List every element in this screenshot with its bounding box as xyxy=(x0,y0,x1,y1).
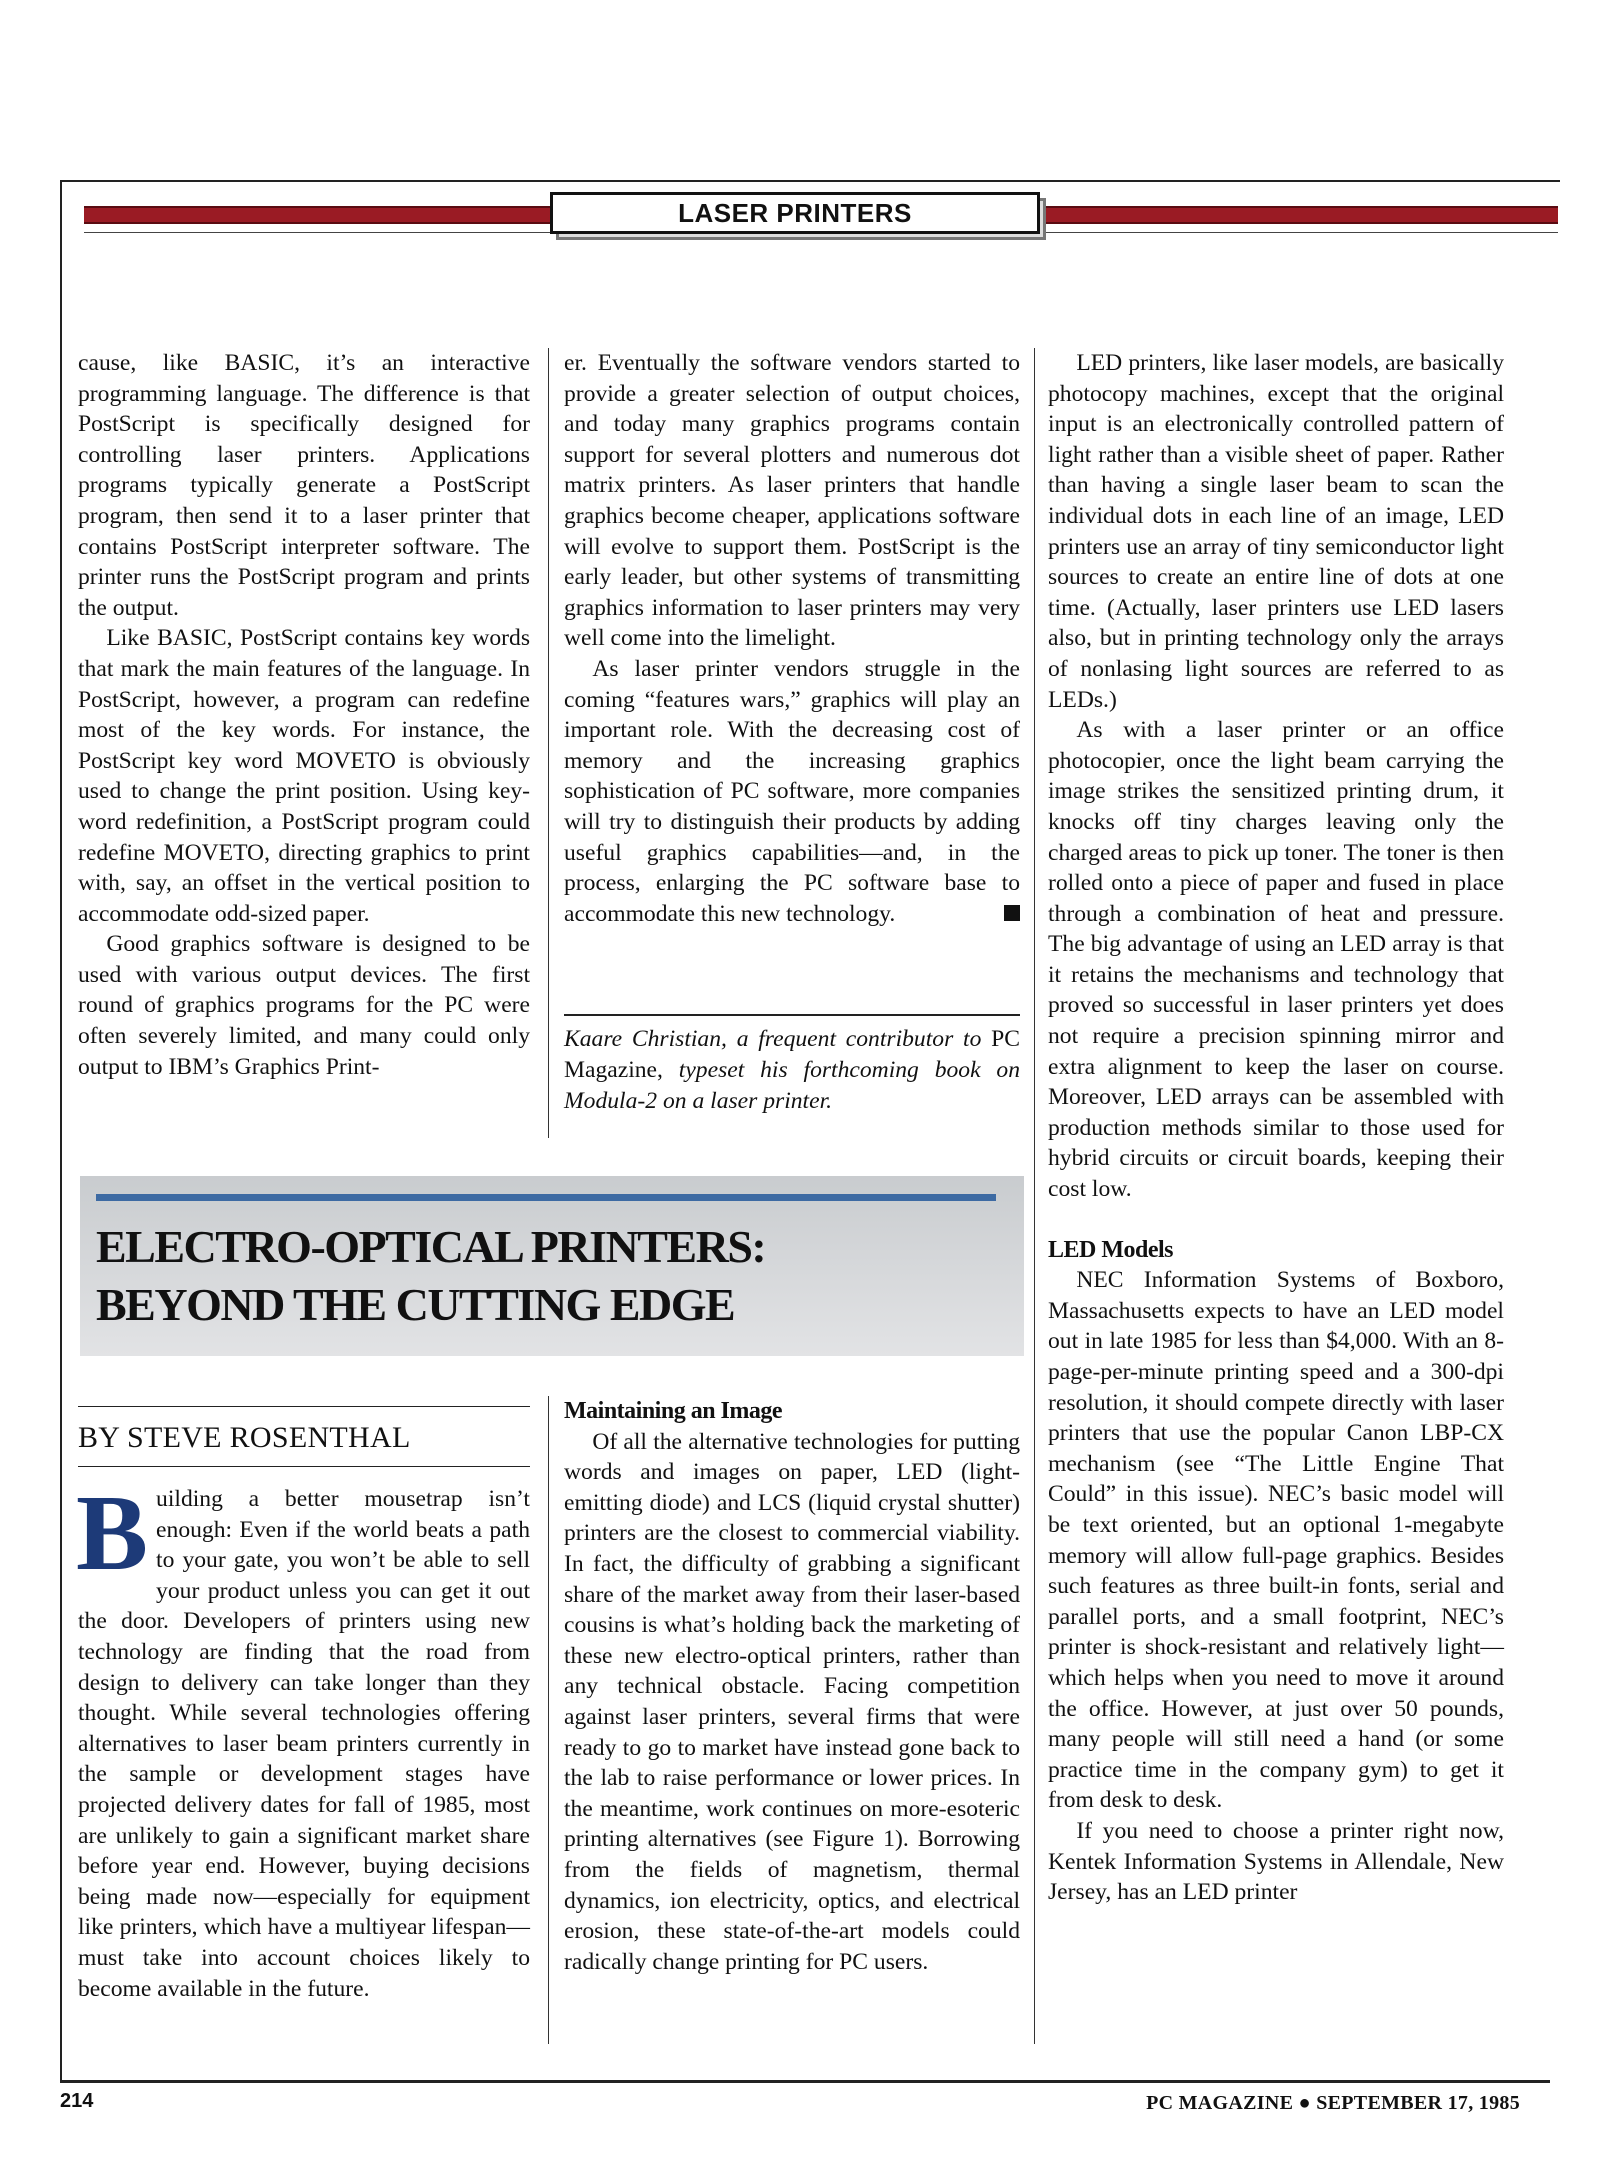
header-bar-right xyxy=(1040,206,1558,224)
drop-cap: B xyxy=(76,1474,149,1593)
column-divider xyxy=(548,348,549,1138)
title-line-1: ELECTRO-OPTICAL PRINTERS: xyxy=(96,1221,766,1272)
paragraph: Good graphics software is designed to be used with various output devices. The first round of graphics programs for the PC were often severely limited, and many could only output to IBM’s Graphics Print- xyxy=(78,931,530,1080)
paragraph: LED printers, like laser models, are basically photocopy machines, except that the original input is an electronically controlled pattern of light rather than a visible sheet of paper. Rather than having a single laser beam to scan the individual dots in each line of an image, LED printers use an array of tiny semiconductor light sources to create an entire line of dots at one time. (Actually, laser printers use LED lasers also, but in printing technology only the arrays of nonlasing light sources are referred to as LEDs.) xyxy=(1048,350,1504,713)
paragraph: Of all the alternative technologies for putting words and images on paper, LED (light-emitting diode) and LCS (liquid crystal shutter) printers are the closest to commercial viability. In fact, the difficulty of grabbing a significant share of the market away from their laser-based cousins is what’s holding back the marketing of these new electro-optical printers, rather than any technical obstacle. Facing competition against laser printers, several firms that were ready to go to market have instead gone back to the lab to raise performance or lower prices. In the meantime, work continues on more-esoteric printing alternatives (see Figure 1). Borrowing from the fields of magnetism, thermal dynamics, ion electricity, optics, and electrical erosion, these state-of-the-art models could radically change printing for PC users. xyxy=(564,1428,1020,1975)
page-frame-left xyxy=(60,180,62,2080)
bio-text-start: Kaare Christian, a frequent contributor to xyxy=(564,1026,982,1052)
bio-rule xyxy=(564,1014,1020,1016)
column-divider xyxy=(1034,348,1035,2044)
byline-rule-top xyxy=(78,1406,530,1407)
prev-article-column-1 xyxy=(78,348,530,1082)
article-title xyxy=(96,1218,1016,1334)
header-bar-left xyxy=(84,206,550,224)
page-number: 214 xyxy=(60,2090,94,2112)
paragraph: er. Eventually the software vendors started to provide a greater selection of output choices, and today many graphics programs contain support for several plotters and numerous dot matrix printers. As laser printers that handle graphics become cheaper, applications software will evolve to support them. PostScript is the early leader, but other systems of transmitting graphics information to laser printers may very well come into the limelight. xyxy=(564,350,1020,652)
end-of-article-mark xyxy=(1004,905,1020,921)
prev-article-column-2 xyxy=(564,348,1020,929)
title-line-2: BEYOND THE CUTTING EDGE xyxy=(96,1279,735,1330)
page-frame-bottom xyxy=(60,2080,1550,2083)
page-frame-top xyxy=(60,180,1560,182)
subheading: LED Models xyxy=(1048,1236,1174,1263)
paragraph: As with a laser printer or an office photocopier, once the light beam carrying the image strikes the sensitized printing drum, it knocks off tiny charges leaving only the charged areas to pick up toner. The toner is then rolled onto a piece of paper and fused in place through a combination of heat and pressure. The big advantage of using an LED array is that it retains the mechanisms and technology that proved so successful in laser printers yet does not require a precision spinning mirror and extra alignment to keep the laser on course. Moreover, LED arrays can be assembled with production methods similar to those used for hybrid circuits or circuit boards, keeping their cost low. xyxy=(1048,717,1504,1203)
paragraph: NEC Information Systems of Boxboro, Massachusetts expects to have an LED model out in late 1985 for less than $4,000. With an 8-page-per-minute printing speed and a 300-dpi resolution, it should compete directly with laser printers that use the popular Canon LBP-CX mechanism (see “The Little Engine That Could” in this issue). NEC’s basic model will be text oriented, but an optional 1-megabyte memory will allow full-page graphics. Besides such features as three built-in fonts, serial and parallel ports, and a small footprint, NEC’s printer is shock-resistant and relatively light—which helps when you need to move it around the office. However, at just over 50 pounds, many people will still need a hand (or some practice time in the company gym) to get it from desk to desk. xyxy=(1048,1267,1504,1814)
bio-text-end: typeset his forthcoming book on Modula-2 on a laser printer. xyxy=(564,1057,1020,1114)
bio-magazine-name: PC Magazine, xyxy=(564,1026,1020,1083)
paragraph-text: uilding a better mousetrap isn’t enough: Even if the world beats a path to your gate, you won’t be able to sell your product unless you can get it out the door. Developers of printers using new technology are finding that the road from design to delivery can take longer than they thought. While several technologies offering alternatives to laser beam printers currently in the sample or development stages have projected delivery dates for fall of 1985, most are unlikely to gain a significant market share before year end. However, buying decisions being made now—especially for equipment like printers, which have a multiyear lifespan—must take into account choices likely to become available in the future. xyxy=(78,1486,530,2002)
title-accent-line xyxy=(96,1194,996,1201)
section-header: LASER PRINTERS xyxy=(550,192,1040,234)
column-divider xyxy=(548,1396,549,2044)
paragraph: If you need to choose a printer right now, Kentek Information Systems in Allendale, New Jersey, has an LED printer xyxy=(1048,1817,1504,1906)
paragraph: cause, like BASIC, it’s an interactive programming language. The difference is that PostScript is specifically designed for controlling laser printers. Applications programs typically generate a PostScript program, then send it to a laser printer that contains PostScript interpreter software. The printer runs the PostScript program and prints the output. xyxy=(78,350,530,621)
paragraph: Like BASIC, PostScript contains key words that mark the main features of the language. In PostScript, however, a program can redefine most of the key words. For instance, the PostScript key word MOVETO is obviously used to change the print position. Using key-word redefinition, a PostScript program could redefine MOVETO, directing graphics to print with, say, an offset in the vertical position to accommodate odd-sized paper. xyxy=(78,625,530,927)
byline: BY STEVE ROSENTHAL xyxy=(78,1421,411,1454)
paragraph xyxy=(564,654,1020,929)
article-column-2 xyxy=(564,1396,1020,1977)
paragraph-text: As laser printer vendors struggle in the coming “features wars,” graphics will play an important role. With the decreasing cost of memory and the increasing graphics sophistication of PC software, more companies will try to distinguish their products by adding useful graphics capabilities—and, in the process, enlarging the PC software base to accommodate this new technology. xyxy=(564,655,1020,927)
article-column-1 xyxy=(76,1474,530,2004)
magazine-issue: PC MAGAZINE ● SEPTEMBER 17, 1985 xyxy=(1146,2092,1520,2114)
paragraph xyxy=(76,1474,530,2004)
article-column-3 xyxy=(1048,348,1504,1908)
subheading: Maintaining an Image xyxy=(564,1398,783,1424)
byline-rule-bottom xyxy=(78,1466,530,1467)
author-bio xyxy=(564,1024,1020,1117)
